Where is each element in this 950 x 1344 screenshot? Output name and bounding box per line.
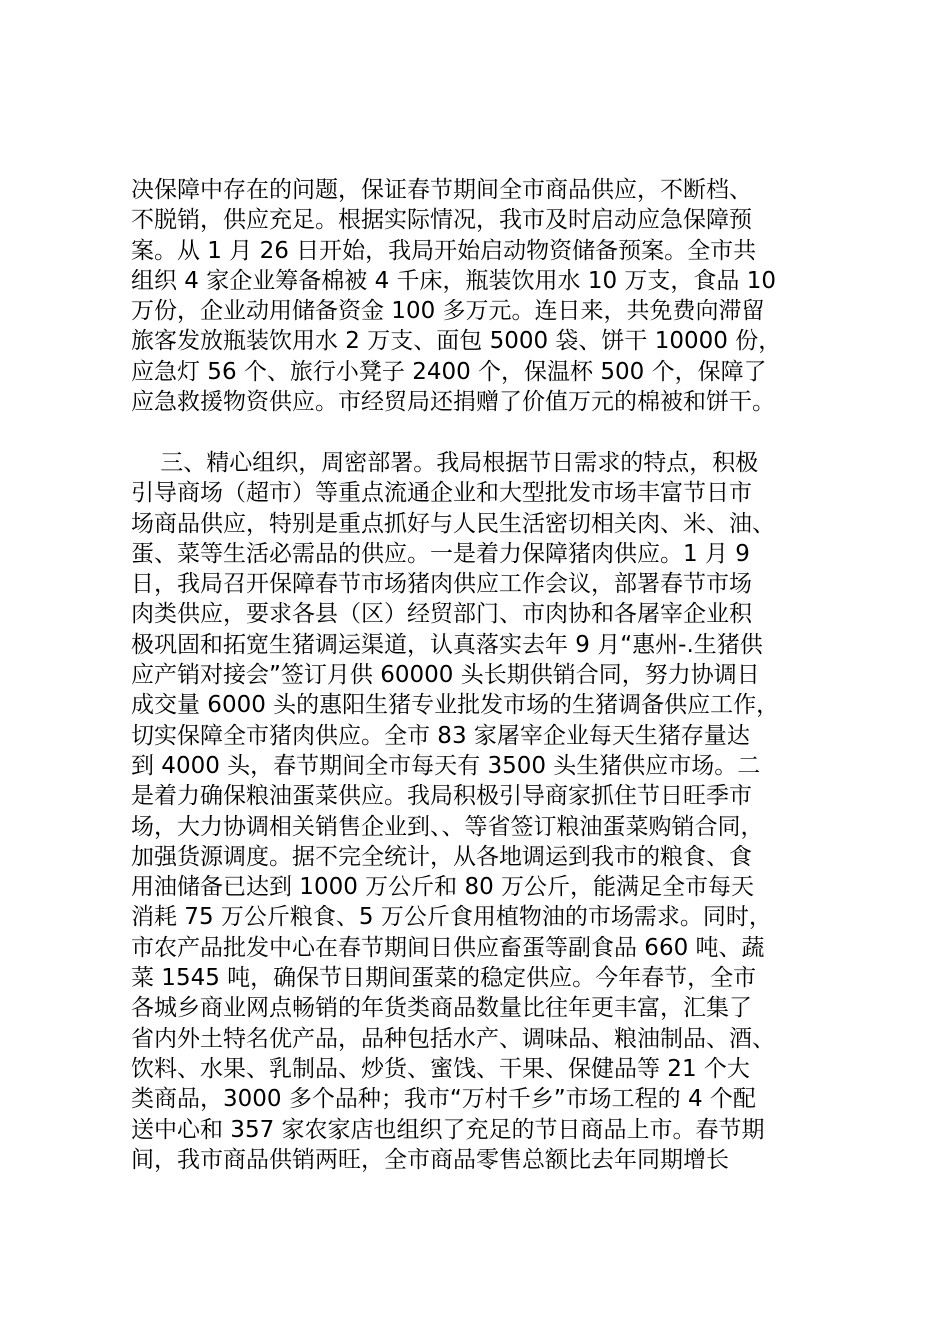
text-line: 场商品供应，特别是重点抓好与人民生活密切相关肉、米、油、: [131, 510, 775, 537]
text-line: 组织 4 家企业筹备棉被 4 千床，瓶装饮用水 10 万支，食品 10: [131, 267, 776, 294]
text-line: 引导商场（超市）等重点流通企业和大型批发市场丰富节日市: [131, 480, 752, 507]
text-line: 不脱销，供应充足。根据实际情况，我市及时启动应急保障预: [131, 207, 752, 234]
text-line: 间，我市商品供销两旺，全市商品零售总额比去年同期增长: [131, 1146, 729, 1173]
text-line: 极巩固和拓宽生猪调运渠道，认真落实去年 9 月“惠州-.生猪供: [131, 631, 763, 658]
text-line: 送中心和 357 家农家店也组织了充足的节日商品上市。春节期: [131, 1116, 765, 1143]
text-line: 消耗 75 万公斤粮食、5 万公斤食用植物油的市场需求。同时，: [131, 904, 772, 931]
text-line: 肉类供应，要求各县（区）经贸部门、市肉协和各屠宰企业积: [131, 601, 752, 628]
text-line: 用油储备已达到 1000 万公斤和 80 万公斤，能满足全市每天: [131, 874, 755, 901]
text-line: 类商品，3000 多个品种；我市“万村千乡”市场工程的 4 个配: [131, 1086, 756, 1113]
text-line: 决保障中存在的问题，保证春节期间全市商品供应，不断档、: [131, 177, 752, 203]
text-line: 成交量 6000 头的惠阳生猪专业批发市场的生猪调备供应工作，: [131, 692, 780, 719]
paragraph-section-three: [131, 448, 831, 1175]
text-line: 到 4000 头，春节期间全市每天有 3500 头生猪供应市场。二: [131, 752, 761, 779]
text-line: 旅客发放瓶装饮用水 2 万支、面包 5000 袋、饼干 10000 份，: [131, 328, 782, 355]
text-line: 万份，企业动用储备资金 100 多万元。连日来，共免费向滞留: [131, 298, 765, 325]
text-line: 饮料、水果、乳制品、炒货、蜜饯、干果、保健品等 21 个大: [131, 1055, 750, 1082]
text-line: 应产销对接会”签订月供 60000 头长期供销合同，努力协调日: [131, 662, 760, 689]
text-line: 应急灯 56 个、旅行小凳子 2400 个，保温杯 500 个，保障了: [131, 358, 767, 385]
text-line: 是着力确保粮油蛋菜供应。我局积极引导商家抓住节日旺季市: [131, 783, 752, 810]
text-line: 案。从 1 月 26 日开始，我局开始启动物资储备预案。全市共: [131, 237, 757, 264]
text-line: 蛋、菜等生活必需品的供应。一是着力保障猪肉供应。1 月 9: [131, 540, 750, 567]
text-line: 市农产品批发中心在春节期间日供应畜蛋等副食品 660 吨、蔬: [131, 934, 765, 961]
text-line: 省内外土特名优产品，品种包括水产、调味品、粮油制品、酒、: [131, 1025, 775, 1052]
text-line: 日，我局召开保障春节市场猪肉供应工作会议，部署春节市场: [131, 571, 752, 598]
text-line: 各城乡商业网点畅销的年货类商品数量比往年更丰富，汇集了: [131, 995, 752, 1022]
text-line: 加强货源调度。据不完全统计，从各地调运到我市的粮食、食: [131, 843, 752, 870]
text-line: 菜 1545 吨，确保节日期间蛋菜的稳定供应。今年春节，全市: [131, 965, 757, 992]
text-line: 切实保障全市猪肉供应。全市 83 家屠宰企业每天生猪存量达: [131, 722, 750, 749]
text-line: 应急救援物资供应。市经贸局还捐赠了价值万元的棉被和饼干。: [131, 389, 775, 416]
text-line: 场，大力协调相关销售企业到、、等省签订粮油蛋菜购销合同，: [131, 813, 764, 840]
text-line: 三、精心组织，周密部署。我局根据节日需求的特点，积极: [131, 450, 759, 476]
paragraph-emergency-supplies: [131, 175, 831, 417]
